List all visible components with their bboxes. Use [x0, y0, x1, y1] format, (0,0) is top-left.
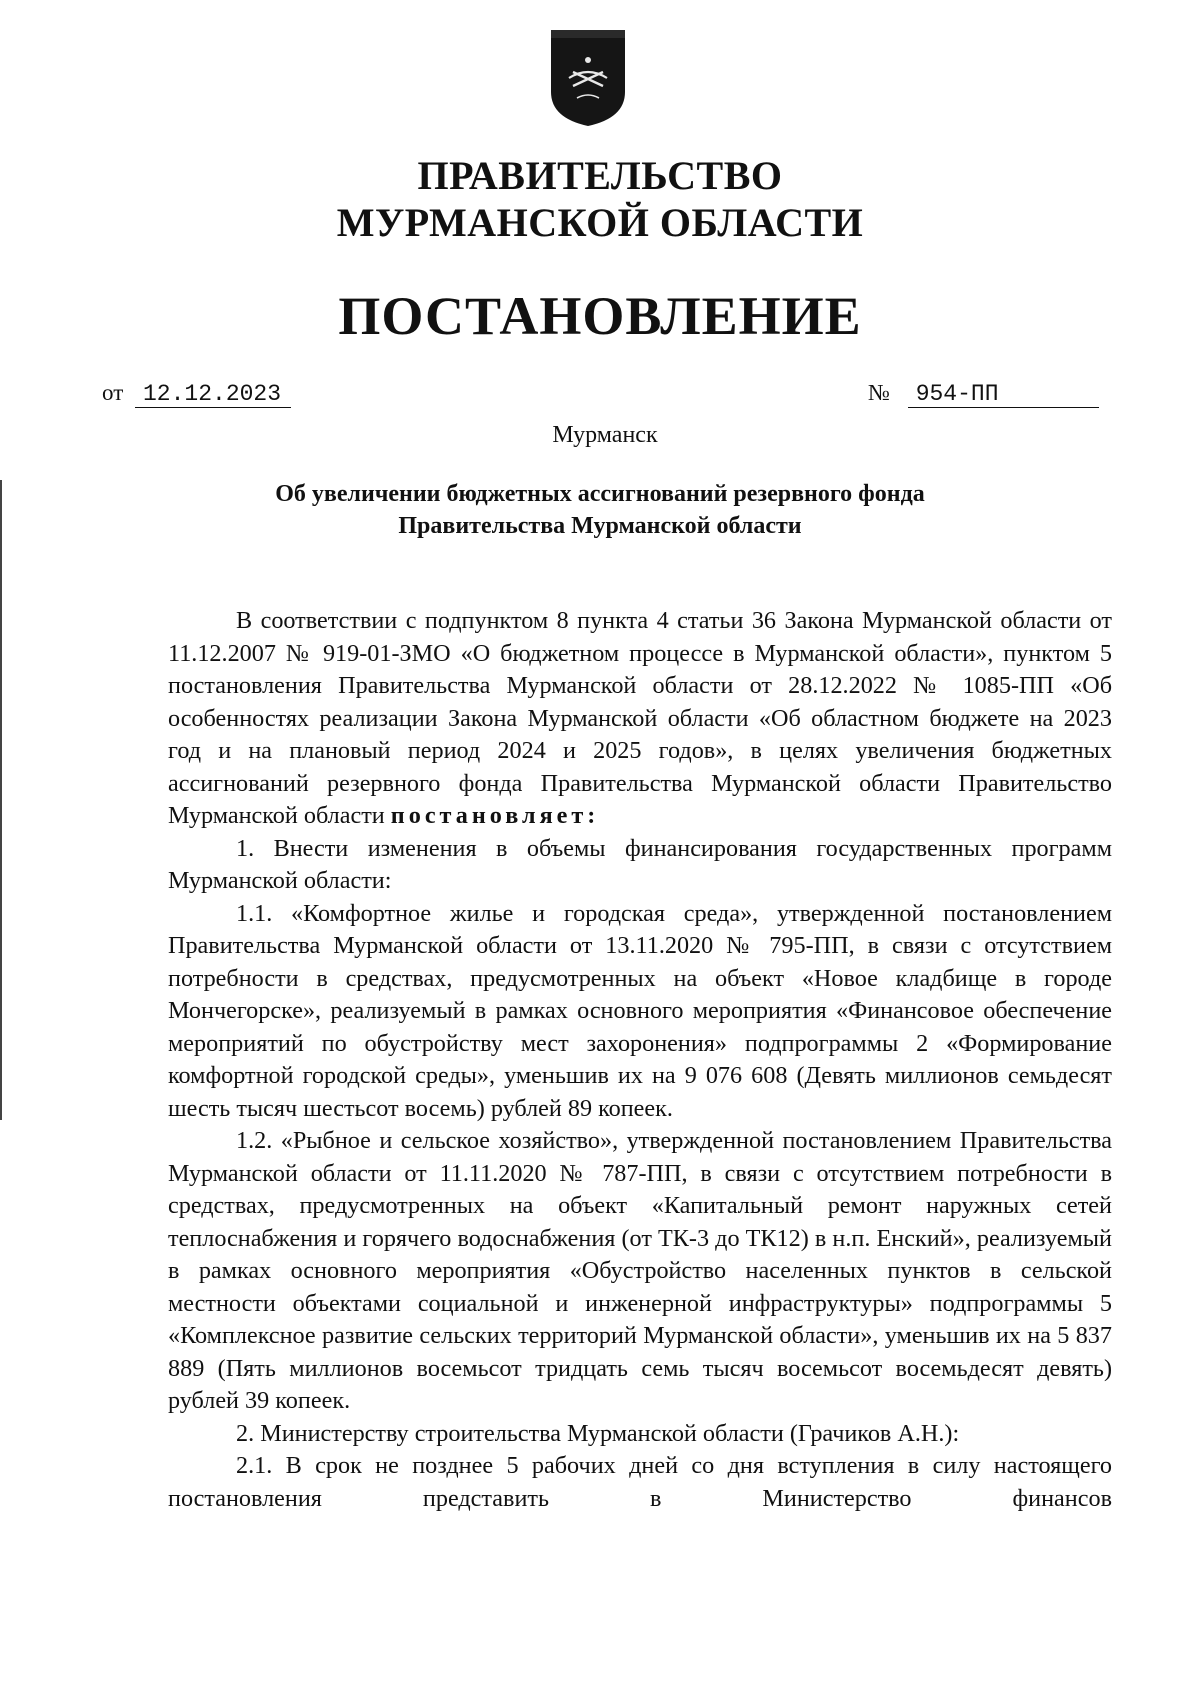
clause-2: 2. Министерству строительства Мурманской области (Грачиков А.Н.): — [236, 1419, 960, 1447]
city: Мурманск — [552, 422, 658, 448]
date-prefix: от — [102, 380, 124, 405]
number-field — [868, 378, 1099, 408]
document-number: 954-ПП — [908, 381, 1099, 408]
resolves-word: постановляет: — [390, 802, 600, 829]
document-subject — [200, 478, 1000, 542]
document-body — [168, 605, 1112, 1515]
preamble-text: В соответствии с подпунктом 8 пункта 4 статьи 36 Закона Мурманской области от 11.12.2007 № 919-01-ЗМО «О бюджетном процессе в Мурманской области», пунктом 5 постановления Правительства Мурманской области от 28.12.2022 № 1085-ПП «Об особенностях реализации Закона Мурманской области «Об областном бюджете на 2023 год и на плановый период 2024 и 2025 годов», в целях увеличения бюджетных ассигнований резервного фонда Правительства Мурманской области Правительство Мурманской области — [168, 607, 1112, 829]
org-line-2: МУРМАНСКОЙ ОБЛАСТИ — [336, 200, 864, 245]
date-field — [102, 378, 291, 408]
subject-line-1: Об увеличении бюджетных ассигнований резервного фонда — [275, 481, 925, 507]
scan-edge — [0, 480, 2, 1120]
clause-2-1: 2.1. В срок не позднее 5 рабочих дней со дня вступления в силу настоящего постановления представить в Министерство финансов — [168, 1452, 1112, 1512]
coat-of-arms-icon — [547, 26, 629, 128]
org-line-1: ПРАВИТЕЛЬСТВО — [417, 153, 783, 198]
document-type: ПОСТАНОВЛЕНИЕ — [338, 286, 862, 346]
government-title — [0, 152, 1200, 246]
preamble-paragraph — [168, 605, 1112, 833]
clause-1: 1. Внести изменения в объемы финансирования государственных программ Мурманской области: — [168, 834, 1112, 894]
clause-1-1: 1.1. «Комфортное жилье и городская среда», утвержденной постановлением Правительства Мурманской области от 13.11.2020 № 795-ПП, в связи с отсутствием потребности в средствах, предусмотренных на объект «Новое кладбище в городе Мончегорске», реализуемый в рамках основного мероприятия «Финансовое обеспечение мероприятий по обустройству мест захоронения» подпрограммы 2 «Формирование комфортной городской среды», уменьшив их на 9 076 608 (Девять миллионов семьдесят шесть тысяч шестьсот восемь) рублей 89 копеек. — [168, 899, 1112, 1122]
clause-1-2: 1.2. «Рыбное и сельское хозяйство», утвержденной постановлением Правительства Мурманской области от 11.11.2020 № 787-ПП, в связи с отсутствием потребности в средствах, предусмотренных на объект «Капитальный ремонт наружных сетей теплоснабжения и горячего водоснабжения (от ТК-3 до ТК12) в н.п. Енский», реализуемый в рамках основного мероприятия «Обустройство населенных пунктов в сельской местности объектами социальной и инженерной инфраструктуры» подпрограммы 5 «Комплексное развитие сельских территорий Мурманской области», уменьшив их на 5 837 889 (Пять миллионов восемьсот тридцать семь тысяч восемьсот восемьдесят девять) рублей 39 копеек. — [168, 1127, 1112, 1414]
number-prefix: № — [868, 380, 890, 405]
document-date: 12.12.2023 — [135, 381, 291, 408]
subject-line-2: Правительства Мурманской области — [398, 513, 802, 539]
